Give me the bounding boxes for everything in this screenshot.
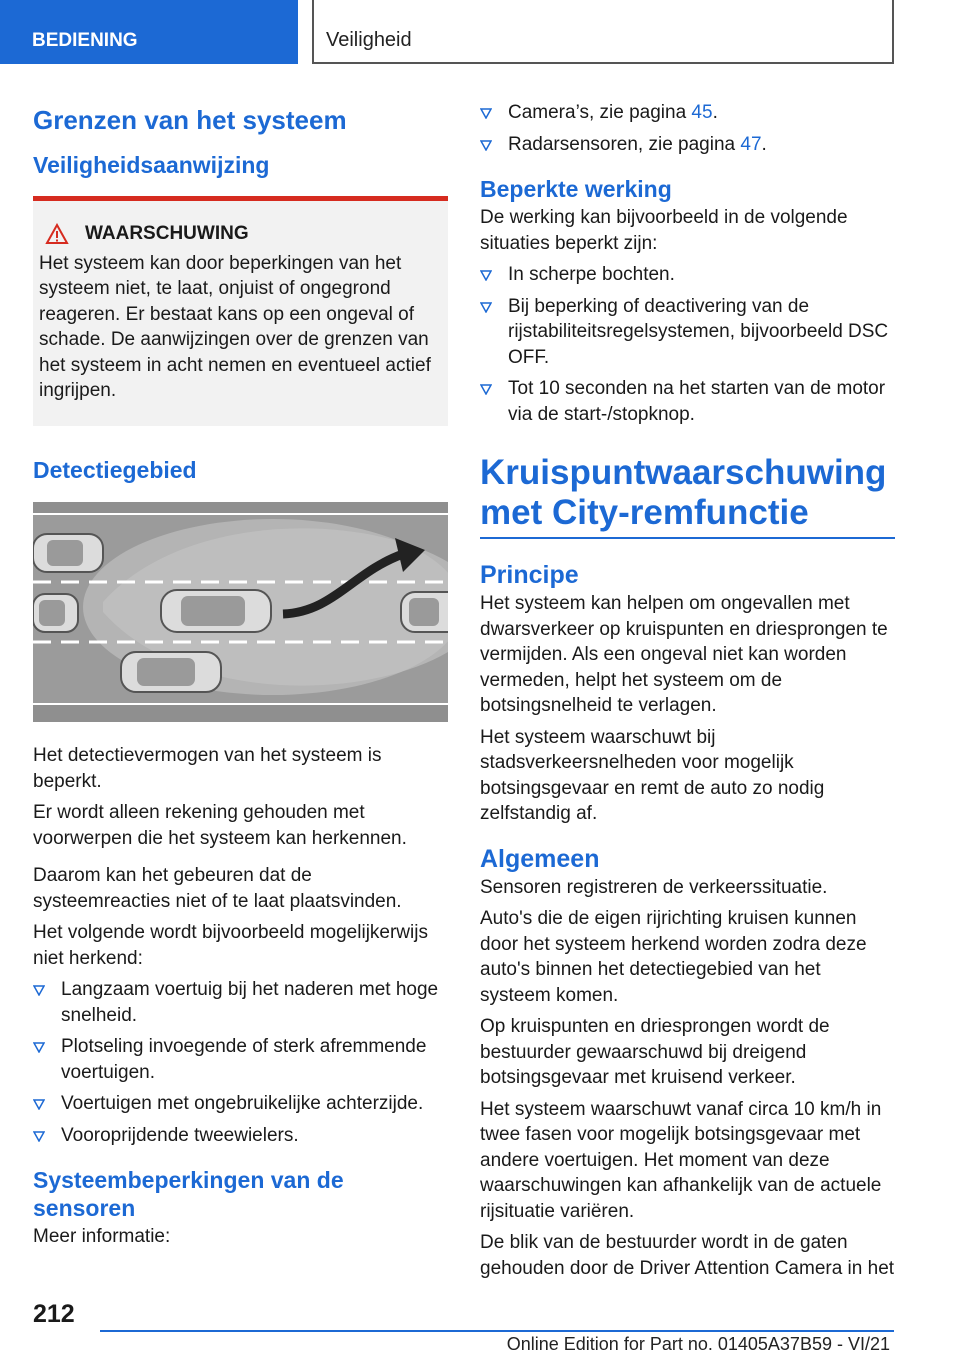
- footer-divider: [100, 1330, 894, 1332]
- not-recognized-list: [33, 977, 448, 1148]
- bullet-triangle-icon: [480, 301, 492, 313]
- bullet-triangle-icon: [480, 107, 492, 119]
- general-paragraph-2: Auto's die de eigen rijrichting kruisen kunnen door het systeem herkend worden zodra deze auto's binnen het detectiegebied van het systeem komen.: [480, 908, 867, 1006]
- car-top-left: [33, 534, 103, 572]
- more-info-label: Meer informatie:: [33, 1226, 171, 1247]
- list-item: Plotseling invoegende of sterk afremmende voertuigen.: [33, 1034, 448, 1085]
- bullet-triangle-icon: [33, 1130, 45, 1142]
- section-title: Veiligheid: [312, 0, 894, 64]
- edition-footer: Online Edition for Part no. 01405A37B59 - VI/21: [506, 1334, 890, 1354]
- list-item: Tot 10 seconden na het starten van de motor via de start-/stopknop.: [480, 376, 895, 427]
- general-paragraph-5: De blik van de bestuurder wordt in de gaten gehouden door de Driver Attention Camera in het: [480, 1232, 895, 1279]
- page-number: 212: [33, 1300, 75, 1328]
- bullet-triangle-icon: [480, 269, 492, 281]
- list-item: Vooroprijdende tweewielers.: [33, 1123, 448, 1149]
- right-column: [480, 100, 895, 1287]
- warning-text: Het systeem kan door beperkingen van het systeem niet, te laat, onjuist of ongegrond reageren. Er bestaat kans op een ongeval of schade. De aanwijzingen over de grenzen van het systeem in acht nemen en eventueel actief ingrijpen.: [39, 252, 431, 401]
- car-middle-left: [33, 594, 78, 632]
- warning-box: [33, 196, 448, 426]
- list-item: Bij beperking of deactivering van de rijstabiliteitsregelsystemen, bijvoorbeeld DSC OFF.: [480, 294, 895, 371]
- principle-paragraph-1: Het systeem kan helpen om ongevallen met dwarsverkeer op kruispunten en driesprongen te vermijden. Als een ongeval niet kan worden vermeden, helpt het systeem om de botsingsnelheid te verlagen.: [480, 593, 888, 716]
- page-link-cameras[interactable]: 45: [691, 102, 713, 123]
- general-paragraph-3: Op kruispunten en driesprongen wordt de bestuurder gewaarschuwd bij dreigend botsingsgevaar met kruisend verkeer.: [480, 1016, 830, 1088]
- limited-function-heading: Beperkte werking: [480, 176, 672, 202]
- paragraph-not-recognized: Het volgende wordt bijvoorbeeld mogelijkerwijs niet herkend:: [33, 922, 428, 969]
- car-center: [161, 590, 271, 632]
- warning-label: WAARSCHUWING: [85, 223, 249, 244]
- general-heading: Algemeen: [480, 844, 600, 873]
- list-item: In scherpe bochten.: [480, 262, 895, 288]
- principle-heading: Principe: [480, 561, 579, 589]
- detection-area-illustration: [33, 502, 448, 722]
- left-column: [33, 100, 448, 1256]
- bullet-triangle-icon: [480, 383, 492, 395]
- paragraph-late-reaction: Daarom kan het gebeuren dat de systeemreacties niet of te laat plaatsvinden.: [33, 865, 402, 912]
- warning-triangle-icon: [45, 223, 69, 245]
- bullet-triangle-icon: [33, 1098, 45, 1110]
- safety-subtitle: Veiligheidsaanwijzing: [33, 152, 270, 178]
- chapter-title: Kruispuntwaarschuwing met City-remfunctie: [480, 453, 895, 539]
- principle-paragraph-2: Het systeem waarschuwt bij stadsverkeersnelheden voor mogelijk botsingsgevaar en remt de auto zo nodig zelfstandig af.: [480, 726, 825, 824]
- list-item: Camera’s, zie pagina 45.: [480, 100, 895, 126]
- page-link-radar[interactable]: 47: [740, 133, 762, 155]
- list-item: Radarsensoren, zie pagina 47.: [480, 132, 895, 158]
- general-paragraph-1: Sensoren registreren de verkeerssituatie.: [480, 876, 828, 898]
- reference-links: [480, 100, 895, 157]
- car-right: [401, 592, 448, 632]
- sensor-limits-heading: Systeembeperkingen van de sensoren: [33, 1167, 344, 1221]
- general-paragraph-4: Het systeem waarschuwt vanaf circa 10 km/h in twee fasen voor mogelijk botsingsgevaar met andere voertuigen. Het moment van deze waarschuwingen kan afhankelijk van de actuele rijsituatie variëren.: [480, 1098, 882, 1222]
- detection-heading: Detectiegebied: [33, 456, 197, 483]
- bullet-triangle-icon: [480, 139, 492, 151]
- page-title: Grenzen van het systeem: [33, 105, 347, 135]
- paragraph-detection-limit: Het detectievermogen van het systeem is beperkt.: [33, 745, 382, 792]
- list-item: Langzaam voertuig bij het naderen met hoge snelheid.: [33, 977, 448, 1028]
- bullet-triangle-icon: [33, 1041, 45, 1053]
- list-item: Voertuigen met ongebruikelijke achterzijde.: [33, 1091, 448, 1117]
- bullet-triangle-icon: [33, 984, 45, 996]
- car-bottom: [121, 652, 221, 692]
- chapter-tab[interactable]: BEDIENING: [0, 0, 298, 64]
- paragraph-recognized-objects: Er wordt alleen rekening gehouden met voorwerpen die het systeem kan herkennen.: [33, 802, 407, 849]
- limited-function-list: [480, 262, 895, 427]
- warning-title: [39, 221, 436, 247]
- limited-function-text: De werking kan bijvoorbeeld in de volgende situaties beperkt zijn:: [480, 207, 848, 254]
